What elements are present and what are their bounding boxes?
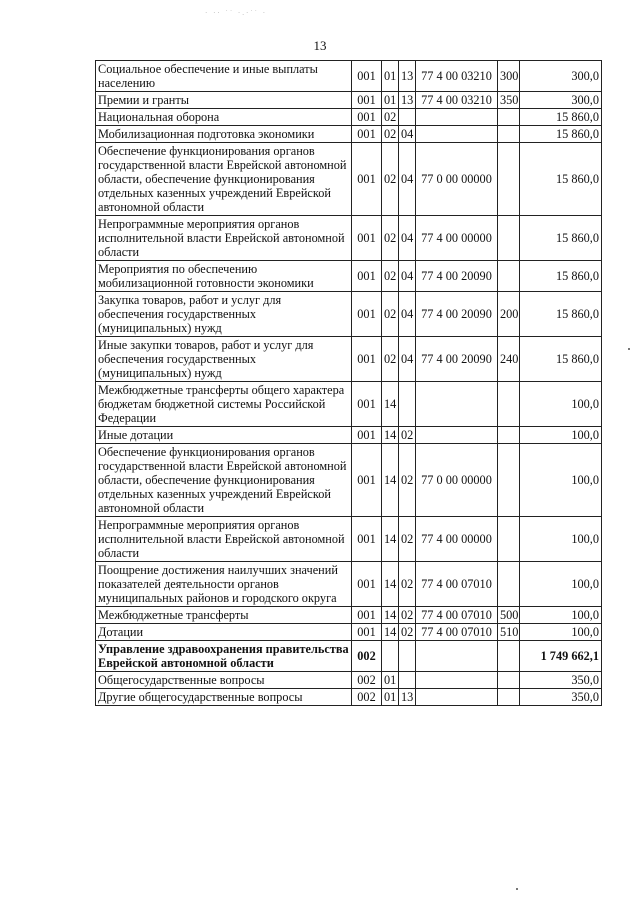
expense-type-code-cell (498, 562, 520, 607)
subsection-code-cell: 02 (399, 607, 416, 624)
row-name-cell: Закупка товаров, работ и услуг для обеспечения государственных (муниципальных) нужд (96, 292, 352, 337)
section-code-cell: 02 (382, 109, 399, 126)
table-row (96, 216, 602, 261)
expense-type-code-cell (498, 216, 520, 261)
department-code-cell: 001 (352, 126, 382, 143)
amount-cell: 15 860,0 (520, 216, 602, 261)
expense-type-code-cell (498, 689, 520, 706)
department-code-cell: 001 (352, 337, 382, 382)
expense-type-code-cell (498, 261, 520, 292)
target-article-code-cell: 77 4 00 20090 (416, 261, 498, 292)
target-article-code-cell: 77 4 00 00000 (416, 517, 498, 562)
subsection-code-cell: 02 (399, 427, 416, 444)
department-code-cell: 002 (352, 672, 382, 689)
expense-type-code-cell: 350 (498, 92, 520, 109)
table-row (96, 337, 602, 382)
department-code-cell: 001 (352, 382, 382, 427)
table-row (96, 382, 602, 427)
row-name-cell: Непрограммные мероприятия органов исполнительной власти Еврейской автономной области (96, 216, 352, 261)
row-name-cell: Социальное обеспечение и иные выплаты населению (96, 61, 352, 92)
scan-dot (516, 888, 518, 890)
expense-type-code-cell (498, 444, 520, 517)
table-row (96, 607, 602, 624)
subsection-code-cell (399, 109, 416, 126)
target-article-code-cell: 77 4 00 03210 (416, 61, 498, 92)
section-code-cell: 01 (382, 689, 399, 706)
expense-type-code-cell (498, 126, 520, 143)
table-row (96, 126, 602, 143)
target-article-code-cell: 77 4 00 00000 (416, 216, 498, 261)
expense-type-code-cell (498, 641, 520, 672)
row-name-cell: Дотации (96, 624, 352, 641)
subsection-code-cell: 02 (399, 517, 416, 562)
department-code-cell: 001 (352, 109, 382, 126)
subsection-code-cell (399, 641, 416, 672)
amount-cell: 100,0 (520, 382, 602, 427)
subsection-code-cell: 13 (399, 689, 416, 706)
table-row (96, 624, 602, 641)
expense-type-code-cell (498, 109, 520, 126)
table-row (96, 641, 602, 672)
amount-cell: 100,0 (520, 444, 602, 517)
subsection-code-cell: 04 (399, 337, 416, 382)
department-code-cell: 001 (352, 562, 382, 607)
target-article-code-cell (416, 427, 498, 444)
section-code-cell: 14 (382, 517, 399, 562)
expense-type-code-cell (498, 143, 520, 216)
amount-cell: 15 860,0 (520, 126, 602, 143)
row-name-cell: Непрограммные мероприятия органов исполнительной власти Еврейской автономной области (96, 517, 352, 562)
section-code-cell: 14 (382, 444, 399, 517)
section-code-cell: 02 (382, 292, 399, 337)
target-article-code-cell (416, 126, 498, 143)
subsection-code-cell: 04 (399, 216, 416, 261)
section-code-cell: 01 (382, 672, 399, 689)
amount-cell: 15 860,0 (520, 143, 602, 216)
section-code-cell: 14 (382, 427, 399, 444)
department-code-cell: 001 (352, 261, 382, 292)
department-code-cell: 002 (352, 641, 382, 672)
subsection-code-cell: 13 (399, 92, 416, 109)
scan-dot (628, 348, 630, 350)
target-article-code-cell (416, 641, 498, 672)
department-code-cell: 001 (352, 292, 382, 337)
table-row (96, 517, 602, 562)
row-name-cell: Обеспечение функционирования органов государственной власти Еврейской автономной области, обеспечение функционирования отдельных казенных учреждений Еврейской автономной области (96, 143, 352, 216)
section-code-cell: 01 (382, 61, 399, 92)
row-name-cell: Общегосударственные вопросы (96, 672, 352, 689)
expense-type-code-cell: 300 (498, 61, 520, 92)
target-article-code-cell: 77 4 00 07010 (416, 562, 498, 607)
department-code-cell: 002 (352, 689, 382, 706)
target-article-code-cell (416, 672, 498, 689)
department-code-cell: 001 (352, 517, 382, 562)
target-article-code-cell: 77 4 00 20090 (416, 337, 498, 382)
expense-type-code-cell: 510 (498, 624, 520, 641)
page-number: 13 (313, 38, 327, 53)
amount-cell: 300,0 (520, 61, 602, 92)
section-code-cell: 01 (382, 92, 399, 109)
target-article-code-cell: 77 4 00 20090 (416, 292, 498, 337)
row-name-cell: Поощрение достижения наилучших значений показателей деятельности органов муниципальных районов и городского округа (96, 562, 352, 607)
department-code-cell: 001 (352, 216, 382, 261)
subsection-code-cell: 02 (399, 624, 416, 641)
row-name-cell: Национальная оборона (96, 109, 352, 126)
amount-cell: 350,0 (520, 689, 602, 706)
target-article-code-cell: 77 4 00 03210 (416, 92, 498, 109)
expense-type-code-cell: 200 (498, 292, 520, 337)
target-article-code-cell: 77 0 00 00000 (416, 143, 498, 216)
row-name-cell: Мероприятия по обеспечению мобилизационной готовности экономики (96, 261, 352, 292)
section-code-cell: 14 (382, 562, 399, 607)
expense-type-code-cell: 240 (498, 337, 520, 382)
row-name-cell: Мобилизационная подготовка экономики (96, 126, 352, 143)
section-code-cell: 14 (382, 382, 399, 427)
row-name-cell: Иные закупки товаров, работ и услуг для обеспечения государственных (муниципальных) нужд (96, 337, 352, 382)
section-code-cell: 14 (382, 607, 399, 624)
row-name-cell: Управление здравоохранения правительства Еврейской автономной области (96, 641, 352, 672)
table-row (96, 427, 602, 444)
row-name-cell: Премии и гранты (96, 92, 352, 109)
amount-cell: 15 860,0 (520, 337, 602, 382)
department-code-cell: 001 (352, 607, 382, 624)
table-row (96, 143, 602, 216)
subsection-code-cell: 04 (399, 143, 416, 216)
department-code-cell: 001 (352, 624, 382, 641)
section-code-cell: 02 (382, 261, 399, 292)
amount-cell: 15 860,0 (520, 261, 602, 292)
amount-cell: 1 749 662,1 (520, 641, 602, 672)
subsection-code-cell: 02 (399, 444, 416, 517)
amount-cell: 100,0 (520, 624, 602, 641)
amount-cell: 350,0 (520, 672, 602, 689)
table-row (96, 61, 602, 92)
amount-cell: 100,0 (520, 427, 602, 444)
row-name-cell: Межбюджетные трансферты (96, 607, 352, 624)
target-article-code-cell: 77 4 00 07010 (416, 607, 498, 624)
department-code-cell: 001 (352, 92, 382, 109)
department-code-cell: 001 (352, 427, 382, 444)
table-row (96, 109, 602, 126)
table-row (96, 261, 602, 292)
target-article-code-cell (416, 689, 498, 706)
section-code-cell (382, 641, 399, 672)
amount-cell: 100,0 (520, 517, 602, 562)
expense-type-code-cell (498, 382, 520, 427)
subsection-code-cell: 13 (399, 61, 416, 92)
amount-cell: 15 860,0 (520, 292, 602, 337)
expense-type-code-cell (498, 427, 520, 444)
subsection-code-cell: 04 (399, 292, 416, 337)
department-code-cell: 001 (352, 143, 382, 216)
table-row (96, 292, 602, 337)
table-row (96, 444, 602, 517)
budget-table-body (96, 61, 602, 706)
table-row (96, 672, 602, 689)
subsection-code-cell (399, 382, 416, 427)
amount-cell: 100,0 (520, 562, 602, 607)
section-code-cell: 02 (382, 126, 399, 143)
subsection-code-cell: 02 (399, 562, 416, 607)
row-name-cell: Обеспечение функционирования органов государственной власти Еврейской автономной области, обеспечение функционирования отдельных казенных учреждений Еврейской автономной области (96, 444, 352, 517)
budget-table (95, 60, 602, 706)
subsection-code-cell: 04 (399, 126, 416, 143)
target-article-code-cell: 77 4 00 07010 (416, 624, 498, 641)
expense-type-code-cell (498, 517, 520, 562)
section-code-cell: 14 (382, 624, 399, 641)
department-code-cell: 001 (352, 444, 382, 517)
target-article-code-cell (416, 382, 498, 427)
target-article-code-cell (416, 109, 498, 126)
amount-cell: 15 860,0 (520, 109, 602, 126)
table-row (96, 562, 602, 607)
subsection-code-cell: 04 (399, 261, 416, 292)
section-code-cell: 02 (382, 337, 399, 382)
section-code-cell: 02 (382, 216, 399, 261)
expense-type-code-cell (498, 672, 520, 689)
table-row (96, 92, 602, 109)
amount-cell: 100,0 (520, 607, 602, 624)
row-name-cell: Межбюджетные трансферты общего характера бюджетам бюджетной системы Российской Федерации (96, 382, 352, 427)
scan-artifact: · ·· ˙˙ ·.·˙˙ · (205, 9, 268, 17)
subsection-code-cell (399, 672, 416, 689)
amount-cell: 300,0 (520, 92, 602, 109)
department-code-cell: 001 (352, 61, 382, 92)
row-name-cell: Другие общегосударственные вопросы (96, 689, 352, 706)
table-row (96, 689, 602, 706)
target-article-code-cell: 77 0 00 00000 (416, 444, 498, 517)
row-name-cell: Иные дотации (96, 427, 352, 444)
section-code-cell: 02 (382, 143, 399, 216)
expense-type-code-cell: 500 (498, 607, 520, 624)
